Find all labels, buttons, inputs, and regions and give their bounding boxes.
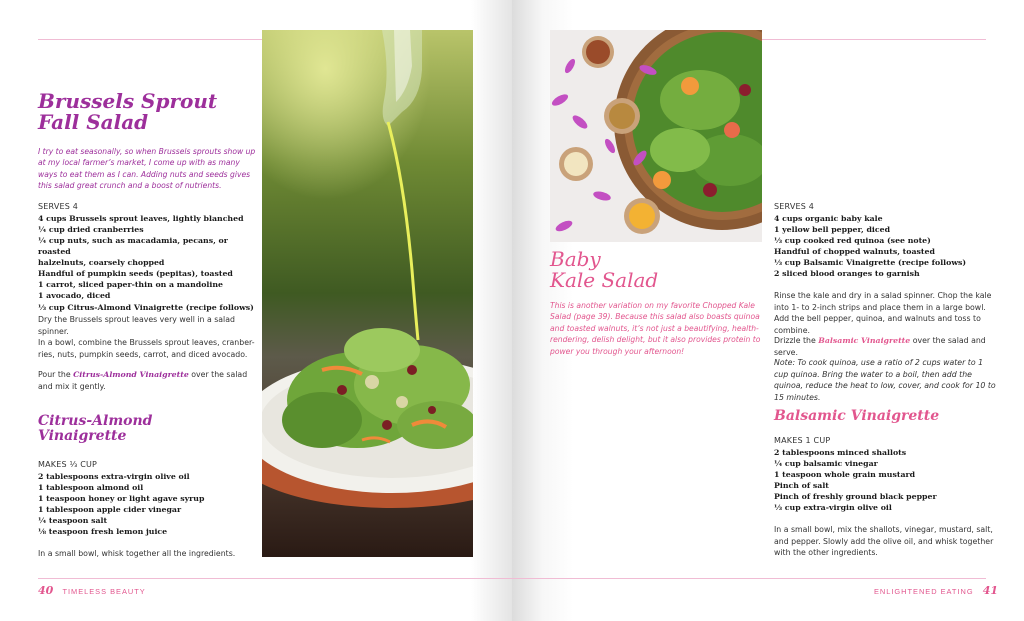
- left-footer: [38, 584, 146, 597]
- serves-label: SERVES 4: [774, 202, 815, 211]
- recipe-title: Brussels Sprout Fall Salad: [38, 89, 218, 134]
- ingredient-item: Pinch of freshly ground black pepper: [774, 492, 937, 502]
- brussels-salad-photo: [262, 30, 473, 557]
- instruction-step: In a small bowl, whisk together all the ingredients.: [38, 549, 236, 558]
- instruction-step: Pour the Citrus-Almond Vinaigrette over the salad and mix it gently.: [38, 370, 248, 391]
- ingredient-list: [774, 213, 996, 279]
- ingredient-item: ⅛ teaspoon fresh lemon juice: [38, 527, 168, 537]
- subrecipe-title: Citrus-Almond Vinaigrette: [38, 413, 153, 444]
- ingredient-item: 1 avocado, diced: [38, 291, 111, 301]
- ingredient-item: 4 cups organic baby kale: [774, 214, 883, 223]
- right-page: [512, 0, 1024, 621]
- top-rule: [38, 39, 264, 40]
- instruction-step: In a small bowl, mix the shallots, vinegar, mustard, salt, and pepper. Slowly add the olive oil, and whisk together with the other ingredients.: [774, 525, 994, 558]
- makes-label: MAKES ⅓ CUP: [38, 460, 98, 469]
- ingredient-item: halzelnuts, coarsely chopped: [38, 258, 165, 268]
- ingredient-item: ⅓ cup cooked red quinoa (see note): [774, 236, 931, 246]
- recipe-note: Note: To cook quinoa, use a ratio of 2 cups water to 1 cup quinoa. Bring the water to a boil, then add the quinoa, reduce the heat to low, cover, and cook for 10 to 15 minutes.: [774, 358, 996, 403]
- ingredient-item: Pinch of salt: [774, 481, 829, 491]
- ingredient-item: 1 yellow bell pepper, diced: [774, 225, 891, 235]
- ingredient-item: Handful of pumpkin seeds (pepitas), toasted: [38, 269, 233, 279]
- bottom-rule: [38, 578, 512, 579]
- recipe-intro: This is another variation on my favorite Chopped Kale Salad (page 39). Because this salad also boasts quinoa and toasted walnuts, it’s not just a beautifying, health-rendering, delish delight, but it also provides protein to power you through your afternoon!: [550, 301, 761, 356]
- recipe-intro: I try to eat seasonally, so when Brussels sprouts show up at my local farmer’s market, I come up with as many ways to eat them as I can. Adding nuts and seeds gives this salad great crunch and a boost of nutrients.: [38, 147, 256, 191]
- ingredient-item: 1 teaspoon honey or light agave syrup: [38, 494, 205, 504]
- ingredient-item: 1 tablespoon almond oil: [38, 483, 144, 493]
- ingredient-item: ¼ cup nuts, such as macadamia, pecans, or roasted: [38, 236, 228, 257]
- ingredient-item: ⅓ cup Balsamic Vinaigrette (recipe follows): [774, 258, 967, 268]
- kale-salad-photo: [550, 30, 762, 242]
- section-name: ENLIGHTENED EATING: [874, 587, 974, 596]
- ingredient-item: ¼ cup balsamic vinegar: [774, 459, 878, 469]
- serves-label: SERVES 4: [38, 202, 79, 211]
- ingredient-item: ⅓ cup Citrus-Almond Vinaigrette (recipe follows): [38, 302, 254, 312]
- recipe-title: Baby Kale Salad: [550, 247, 659, 292]
- ingredient-item: ¼ teaspoon salt: [38, 516, 108, 526]
- kale-salad-image: [550, 30, 762, 242]
- right-footer: [874, 584, 998, 597]
- subrecipe-title: Balsamic Vinaigrette: [774, 408, 940, 424]
- ingredient-item: 1 tablespoon apple cider vinegar: [38, 505, 182, 515]
- page-number: 41: [982, 584, 999, 597]
- ingredient-item: 4 cups Brussels sprout leaves, lightly blanched: [38, 214, 244, 223]
- ingredient-item: 2 sliced blood oranges to garnish: [774, 269, 920, 279]
- ingredient-item: 2 tablespoons minced shallots: [774, 448, 907, 457]
- recipe-link: Balsamic Vinaigrette: [818, 336, 911, 345]
- salad-pour-image: [262, 30, 473, 557]
- page-number: 40: [38, 584, 54, 597]
- ingredient-item: 1 carrot, sliced paper-thin on a mandoline: [38, 280, 223, 290]
- instruction-step: In a bowl, combine the Brussels sprout leaves, cranber-ries, nuts, pumpkin seeds, carrot, and diced avocado.: [38, 338, 255, 359]
- subrecipe-ingredient-list: [774, 447, 996, 513]
- ingredient-list: [38, 213, 260, 313]
- ingredient-item: ⅓ cup extra-virgin olive oil: [774, 503, 892, 513]
- ingredient-item: 2 tablespoons extra-virgin olive oil: [38, 472, 190, 481]
- section-name: TIMELESS BEAUTY: [62, 587, 146, 596]
- ingredient-item: 1 teaspoon whole grain mustard: [774, 470, 916, 480]
- instruction-step: Rinse the kale and dry in a salad spinner. Chop the kale into 1- to 2-inch strips and place them in a large bowl. Add the bell pepper, quinoa, and walnuts and toss to combine.: [774, 291, 992, 336]
- makes-label: MAKES 1 CUP: [774, 436, 831, 445]
- instruction-step: Drizzle the Balsamic Vinaigrette over the salad and serve.: [774, 336, 986, 357]
- recipe-link: Citrus-Almond Vinaigrette: [73, 370, 189, 379]
- bottom-rule: [512, 578, 986, 579]
- subrecipe-ingredient-list: [38, 471, 260, 537]
- ingredient-item: ¼ cup dried cranberries: [38, 225, 144, 235]
- ingredient-item: Handful of chopped walnuts, toasted: [774, 247, 935, 257]
- instruction-step: Dry the Brussels sprout leaves very well in a salad spinner.: [38, 315, 235, 336]
